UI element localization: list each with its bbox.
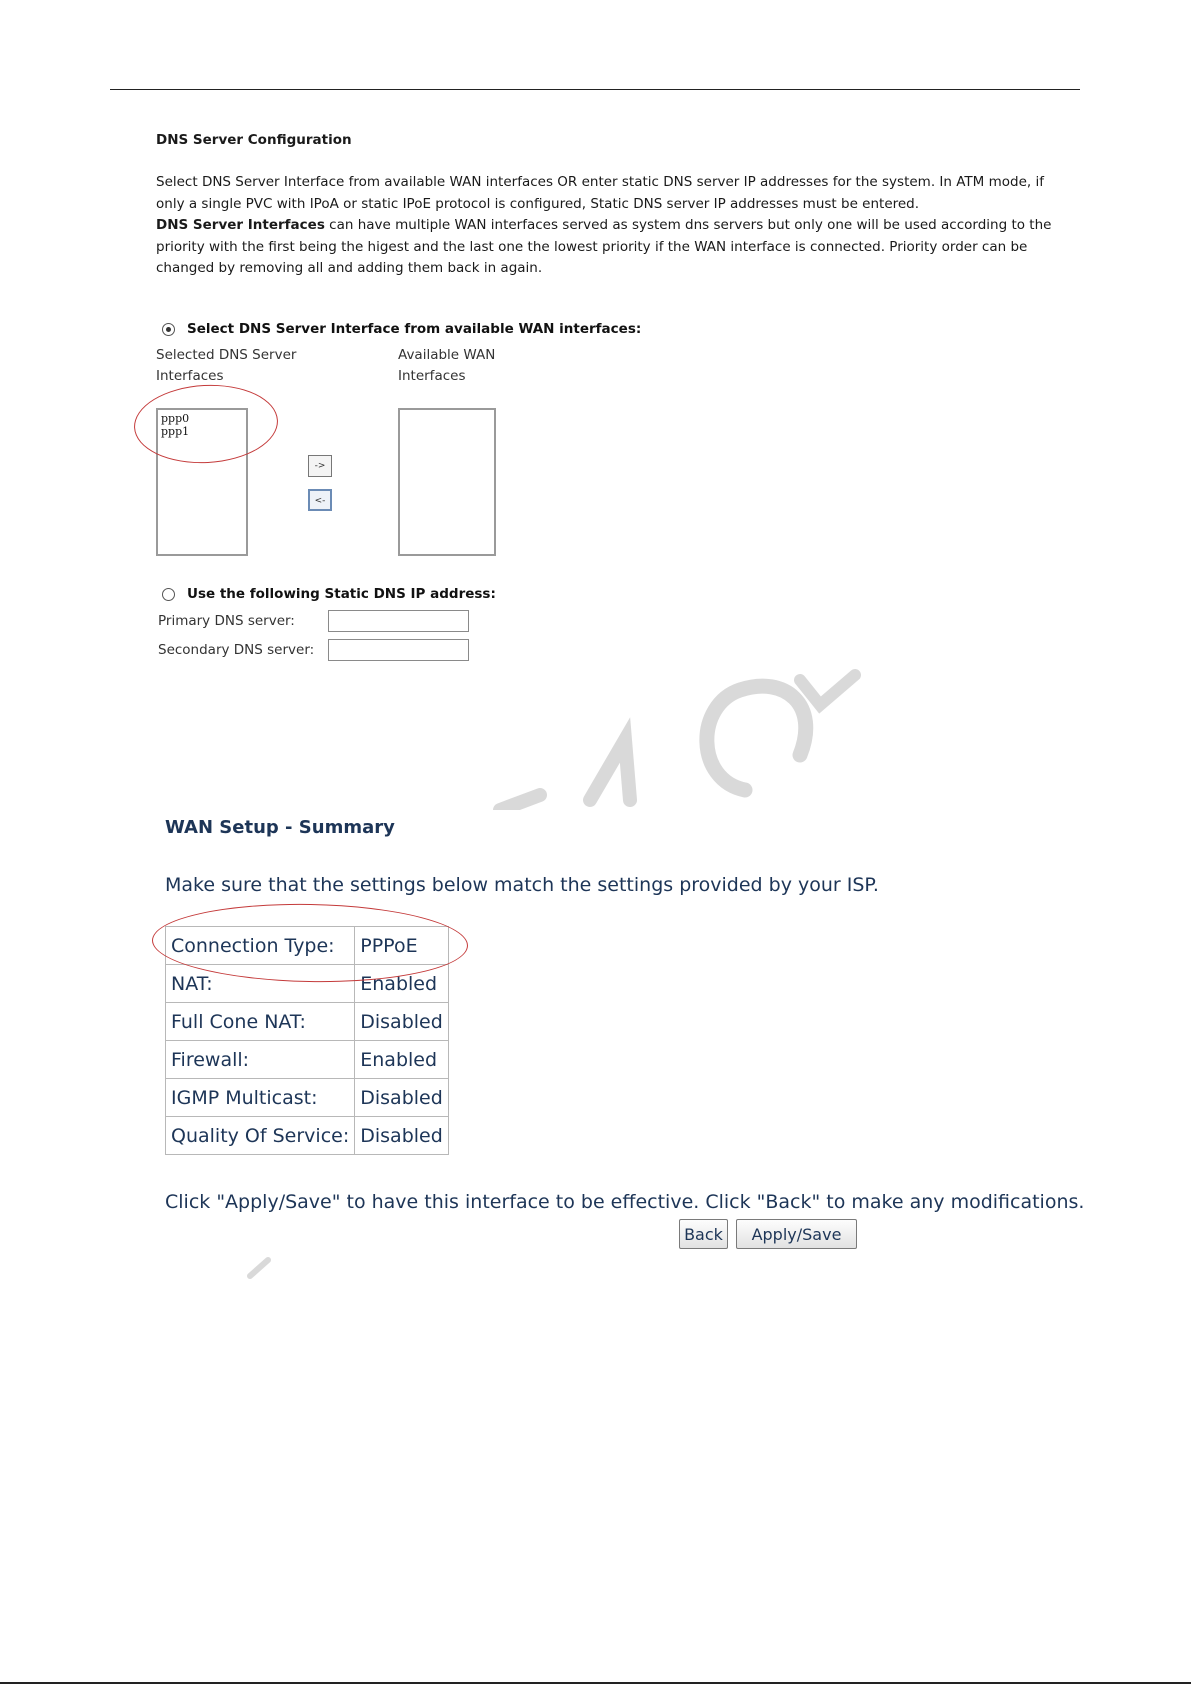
summary-value: Disabled bbox=[355, 1003, 449, 1041]
available-wan-label: Available WAN Interfaces bbox=[398, 347, 496, 384]
primary-dns-input[interactable] bbox=[328, 610, 469, 632]
summary-row bbox=[166, 1117, 449, 1155]
primary-dns-label: Primary DNS server: bbox=[158, 613, 295, 629]
move-left-button[interactable]: <- bbox=[308, 489, 332, 511]
page-bottom-rule bbox=[0, 1682, 1191, 1684]
dns-desc-part1: Select DNS Server Interface from available WAN interfaces OR enter static DNS server IP addresses for the system. In ATM mode, if only a single PVC with IPoA or static IPoE protocol is configured, Static DNS server IP addresses must be entered. bbox=[156, 174, 1044, 212]
secondary-dns-label: Secondary DNS server: bbox=[158, 642, 315, 658]
apply-save-button[interactable]: Apply/Save bbox=[736, 1219, 857, 1249]
dns-config-description bbox=[156, 172, 1076, 280]
summary-value: PPPoE bbox=[355, 927, 449, 965]
option-static-dns[interactable] bbox=[156, 586, 496, 602]
dns-desc-bold: DNS Server Interfaces bbox=[156, 217, 325, 233]
watermark-graphic bbox=[440, 660, 880, 810]
selected-dns-label: Selected DNS Server Interfaces bbox=[156, 347, 297, 384]
back-button[interactable]: Back bbox=[679, 1219, 728, 1249]
option-static-dns-label: Use the following Static DNS IP address: bbox=[187, 586, 496, 602]
available-wan-listbox[interactable] bbox=[398, 408, 496, 556]
option-wan-interfaces-label: Select DNS Server Interface from available WAN interfaces: bbox=[187, 321, 642, 337]
summary-value: Disabled bbox=[355, 1117, 449, 1155]
summary-row bbox=[166, 1041, 449, 1079]
selected-dns-option[interactable]: ppp1 bbox=[161, 425, 190, 438]
apply-save-note: Click "Apply/Save" to have this interface to be effective. Click "Back" to make any modifications. bbox=[165, 1191, 1085, 1213]
radio-wan-interfaces[interactable] bbox=[162, 323, 175, 336]
watermark-fragment bbox=[246, 1250, 276, 1280]
wan-summary-title: WAN Setup - Summary bbox=[165, 817, 395, 838]
annotation-ring-dns bbox=[132, 381, 280, 466]
summary-value: Enabled bbox=[355, 965, 449, 1003]
selected-dns-option[interactable]: ppp0 bbox=[161, 412, 190, 425]
summary-key: IGMP Multicast: bbox=[166, 1079, 355, 1117]
summary-key: Quality Of Service: bbox=[166, 1117, 355, 1155]
secondary-dns-input[interactable] bbox=[328, 639, 469, 661]
radio-static-dns[interactable] bbox=[162, 588, 175, 601]
summary-key: Firewall: bbox=[166, 1041, 355, 1079]
dns-desc-part2: can have multiple WAN interfaces served as system dns servers but only one will be used according to the priority with the first being the higest and the last one the lowest priority if the WAN interface is connected. Priority order can be changed by removing all and adding them back in again. bbox=[156, 217, 1052, 276]
page-top-rule bbox=[110, 89, 1080, 90]
summary-key: Connection Type: bbox=[166, 927, 355, 965]
move-right-button[interactable]: -> bbox=[308, 455, 332, 477]
wan-summary-description: Make sure that the settings below match the settings provided by your ISP. bbox=[165, 874, 879, 896]
summary-value: Disabled bbox=[355, 1079, 449, 1117]
dns-config-section bbox=[156, 130, 1076, 276]
summary-key: NAT: bbox=[166, 965, 355, 1003]
option-wan-interfaces[interactable] bbox=[156, 321, 641, 337]
summary-row bbox=[166, 1079, 449, 1117]
dns-config-title: DNS Server Configuration bbox=[156, 132, 352, 148]
summary-row bbox=[166, 1003, 449, 1041]
summary-value: Enabled bbox=[355, 1041, 449, 1079]
summary-key: Full Cone NAT: bbox=[166, 1003, 355, 1041]
